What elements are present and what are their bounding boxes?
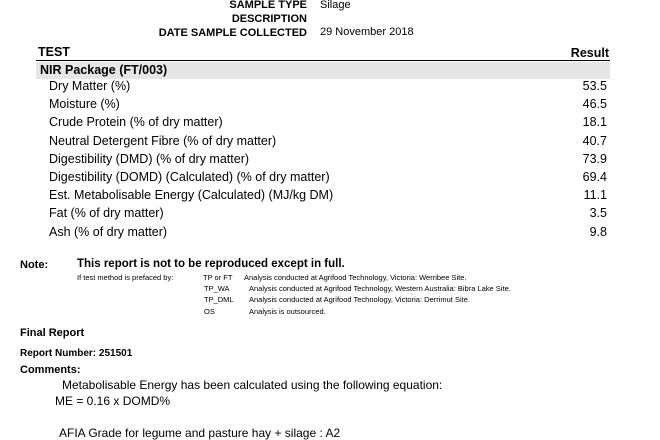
prefix-code: OS (204, 306, 215, 316)
sample-type-value: Silage (320, 0, 351, 11)
prefix-code: TP or FT (203, 273, 233, 282)
result-label: Ash (% of dry matter) (49, 224, 168, 239)
result-label: Moisture (%) (49, 97, 120, 112)
result-label: Digestibility (DMD) (% of dry matter) (49, 151, 250, 166)
description-label: DESCRIPTION (231, 13, 307, 25)
header-rule (36, 60, 610, 61)
prefix-description: Analysis is outsourced. (249, 306, 326, 316)
comment-line-1: Metabolisable Energy has been calculated using the following equation: (62, 378, 443, 392)
result-value: 53.5 (582, 79, 607, 93)
result-value: 11.1 (583, 188, 607, 203)
prefix-code: TP_WA (204, 284, 230, 294)
comment-line-2: ME = 0.16 x DOMD% (55, 394, 171, 408)
comments-label: Comments: (20, 364, 81, 376)
test-column-header: TEST (38, 45, 70, 59)
result-label: Fat (% of dry matter) (49, 206, 164, 221)
date-collected-label: DATE SAMPLE COLLECTED (158, 27, 307, 39)
result-value: 40.7 (582, 133, 607, 148)
result-label: Crude Protein (% of dry matter) (49, 115, 223, 130)
result-value: 3.5 (589, 206, 607, 221)
result-value: 46.5 (582, 97, 607, 112)
final-report-title: Final Report (20, 327, 85, 339)
report-number: Report Number: 251501 (20, 348, 133, 359)
result-value: 9.8 (589, 224, 607, 239)
prefix-description: Analysis conducted at Agrifood Technology, Western Australia: Bibra Lake Site. (249, 284, 511, 294)
note-text: This report is not to be reproduced except in full. (77, 258, 345, 270)
result-label: Neutral Detergent Fibre (% of dry matter) (49, 133, 277, 148)
comment-line-3: AFIA Grade for legume and pasture hay + silage : A2 (59, 426, 341, 440)
result-value: 69.4 (582, 170, 607, 184)
result-label: Dry Matter (%) (49, 79, 131, 93)
prefix-description: Analysis conducted at Agrifood Technology, Victoria: Derrimut Site. (249, 295, 470, 305)
prefix-description: Analysis conducted at Agrifood Technology, Victoria: Werribee Site. (244, 273, 467, 282)
result-label: Digestibility (DOMD) (Calculated) (% of dry matter) (49, 170, 330, 184)
result-value: 18.1 (582, 115, 607, 130)
prefix-intro: If test method is prefaced by: (77, 273, 174, 282)
result-column-header: Result (570, 46, 609, 60)
package-name: NIR Package (FT/003) (40, 63, 168, 77)
result-value: 73.9 (582, 151, 607, 166)
sample-type-label: SAMPLE TYPE (229, 0, 307, 11)
prefix-code: TP_DML (204, 295, 234, 305)
result-label: Est. Metabolisable Energy (Calculated) (MJ/kg DM) (49, 188, 334, 203)
note-label: Note: (20, 259, 49, 271)
date-collected-value: 29 November 2018 (320, 26, 414, 38)
